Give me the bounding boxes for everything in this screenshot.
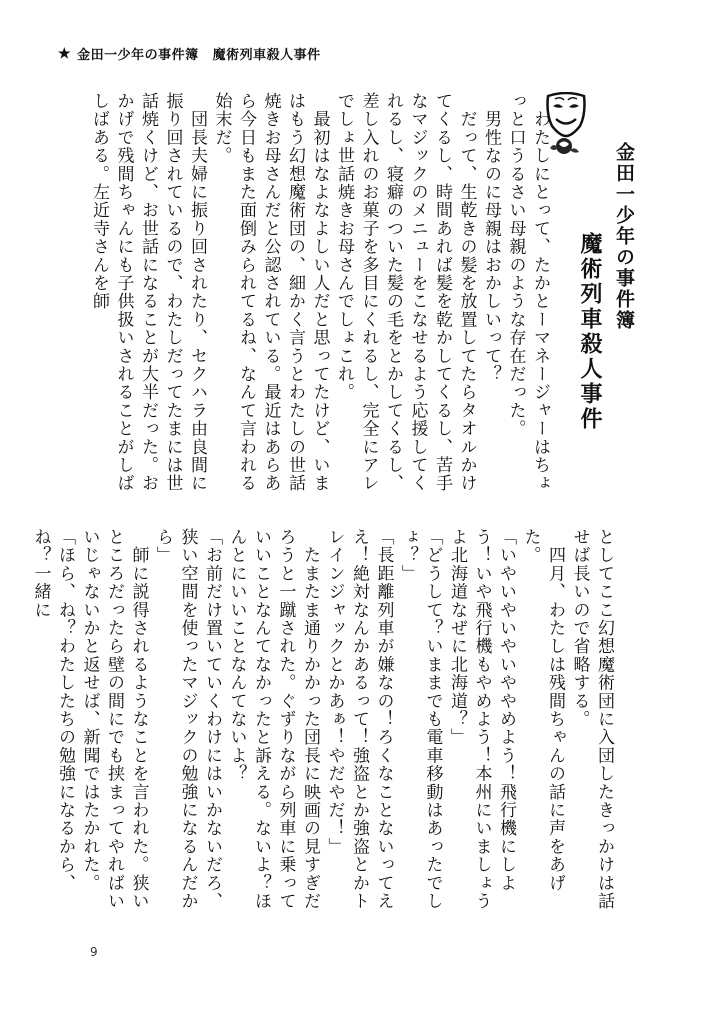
bottom-text-block [28,528,616,922]
paragraph: 最初はなよなよしい人だと思ってたけど、いまはもう幻想魔術団の、細かく言うとわたしの世話焼きお母さんだと公認されている。最近はあらあら今日もまた面倒みられてるね、なんて言われる始末だ。 [211,92,330,493]
paragraph: 四月、わたしは残間ちゃんの話に声をあげた。 [520,528,565,892]
paragraph: 師に説得されるようなことを言われた。狭いところだったら壁の間にでも挟まってやればいいじゃないかと返せば、新聞ではたかれた。 [79,528,149,911]
paragraph: たまたま通りかかった団長に映画の見すぎだろうと一蹴された。ぐずりながら列車に乗っていいことなんてなかったと訴える。ないよ？ほんとにいいことなんてないよ？ [226,528,320,911]
case-title: 魔術列車殺人事件 [577,232,603,432]
top-text-block [87,92,553,502]
paragraph: 「いやいやいやいややめよう！飛行機にしよう！いや飛行機もやめよう！本州にいましょうよ北海道なぜに北海道？」 [447,528,516,911]
star-icon: ★ [58,45,72,62]
paragraph: わたしにとって、たかとーマネージャーはちょっと口うるさい母親のような存在だった。 [505,92,550,493]
header-case-title: 魔術列車殺人事件 [212,48,321,63]
paragraph: 「どうして？いままでも電車移動はあったでしょ？」 [398,528,443,911]
paragraph: 「ほら、ね？わたしたちの勉強になるから、ね？一緒に [30,528,75,892]
series-title: 金田一少年の事件簿 [613,142,635,331]
running-header [58,44,321,63]
paragraph: 「お前だけ置いていくわけにはいかないだろ、狭い空間を使ったマジックの勉強になるんだから」 [153,528,222,911]
chapter-title-block [542,92,652,492]
paragraph: 「長距離列車が嫌なの！ろくなことないってええ！絶対なんかあるって！強盗とか強盗とかトレインジャックとかあぁ！やだやだ！」 [324,528,394,911]
paragraph: 団長夫婦に振り回されたり、セクハラ由良間に振り回されているので、わたしだってたまには世話焼くけど、お世話になることが大半だった。おかげで残間ちゃんにも子供扱いされることがしばしばある。左近寺さんを師 [89,92,207,493]
paragraph: としてここ幻想魔術団に入団したきっかけは話せば長いので省略する。 [569,528,614,911]
paragraph: 男性なのに母親はおかしいって？ [481,92,501,384]
paragraph: だって、生乾きの髪を放置してたらタオルかけてくるし、時間あれば髪を乾かしてくるし、苦手なマジックのメニューをこなせるよう応援してくれるし、寝癖のついた髪の毛をとかしてくるし、差し入れのお菓子を多目にくれるし、完全にアレでしょ世話焼きお母さんでしょこれ。 [334,92,477,493]
header-series-title: 金田一少年の事件簿 [77,48,199,63]
page-number: 9 [90,945,98,959]
